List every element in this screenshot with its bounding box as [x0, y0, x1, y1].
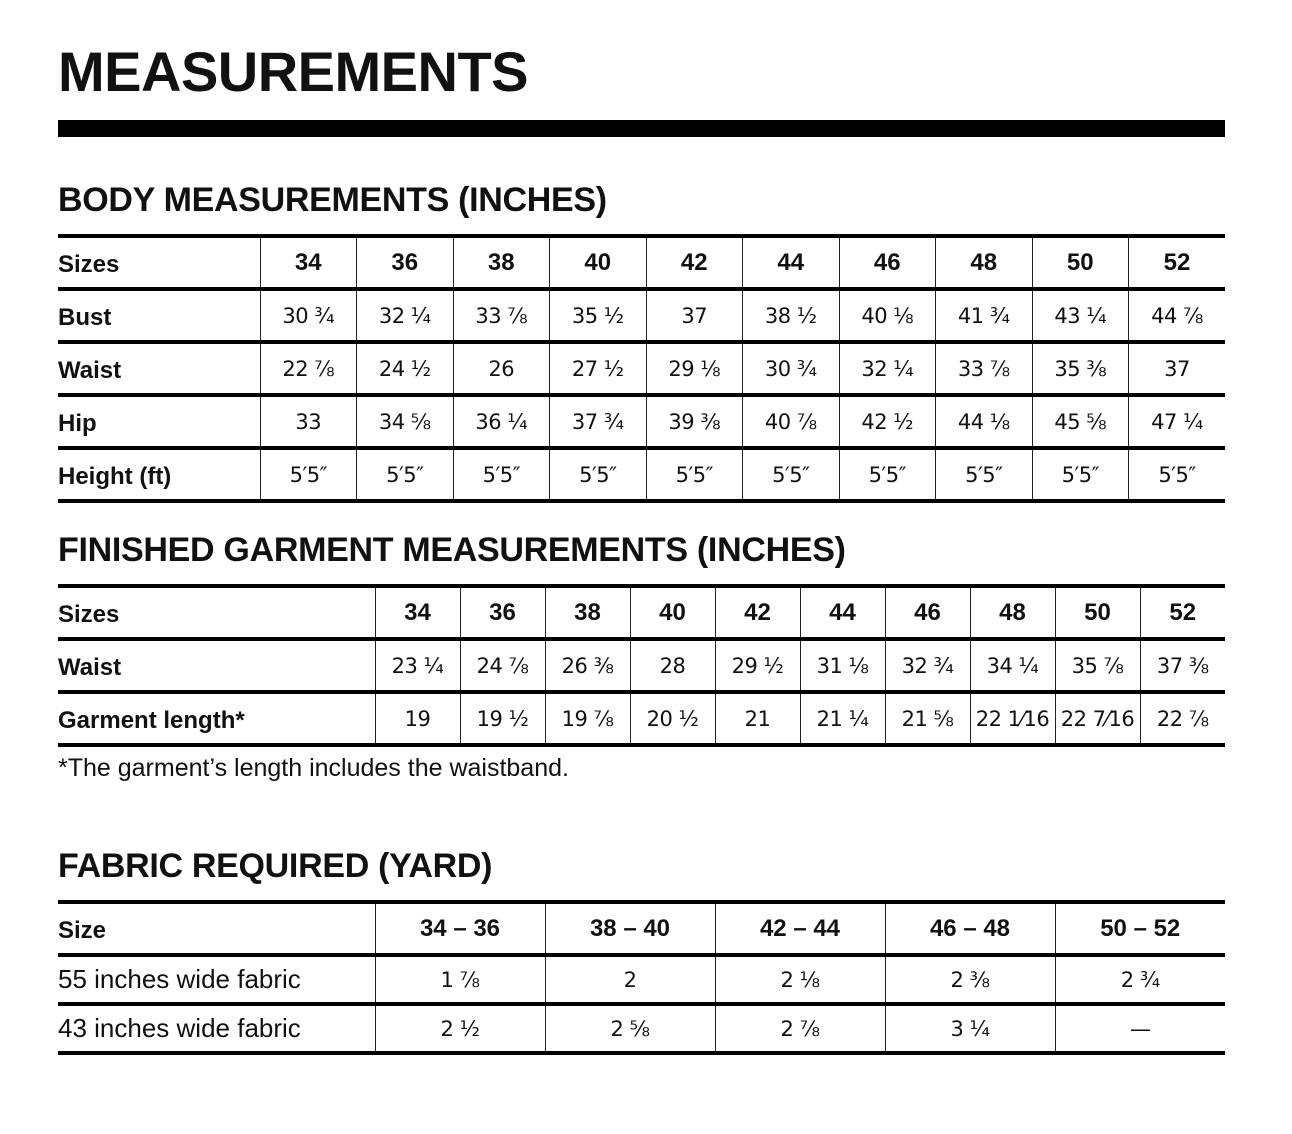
table-cell: 22 7⁄16 — [1055, 692, 1140, 745]
table-cell: 3 ¼ — [885, 1004, 1055, 1053]
table-cell: 31 ⅛ — [800, 639, 885, 692]
table-cell: 2 ⅝ — [545, 1004, 715, 1053]
size-header: 38 – 40 — [545, 902, 715, 955]
table-cell: 42 ½ — [839, 395, 936, 448]
table-cell: 47 ¼ — [1129, 395, 1226, 448]
table-cell: 24 ½ — [357, 342, 454, 395]
table-cell: 32 ¼ — [839, 342, 936, 395]
size-header: 48 — [936, 236, 1033, 289]
header-label: Size — [58, 902, 375, 955]
size-header: 38 — [545, 586, 630, 639]
table-cell: 5′5″ — [260, 448, 357, 501]
table-cell: 5′5″ — [1129, 448, 1226, 501]
table-cell: 22 ⅞ — [1140, 692, 1225, 745]
table-cell: 29 ½ — [715, 639, 800, 692]
size-header: 46 – 48 — [885, 902, 1055, 955]
table-row — [58, 448, 1225, 501]
size-header: 34 — [375, 586, 460, 639]
size-header: 46 — [885, 586, 970, 639]
table-cell: 35 ⅜ — [1032, 342, 1129, 395]
size-header: 34 — [260, 236, 357, 289]
table-cell: 5′5″ — [550, 448, 647, 501]
table-cell: 5′5″ — [1032, 448, 1129, 501]
table-cell: 43 ¼ — [1032, 289, 1129, 342]
table-cell: 37 — [1129, 342, 1226, 395]
table-cell: 29 ⅛ — [646, 342, 743, 395]
body-measurements-title: BODY MEASUREMENTS (INCHES) — [58, 181, 607, 219]
body-measurements-table — [58, 234, 1225, 503]
table-row — [58, 692, 1225, 745]
table-cell: 40 ⅛ — [839, 289, 936, 342]
size-header: 40 — [550, 236, 647, 289]
table-cell: 32 ¼ — [357, 289, 454, 342]
row-label: Hip — [58, 395, 260, 448]
table-header-row — [58, 236, 1225, 289]
size-header: 42 — [715, 586, 800, 639]
size-header: 50 — [1032, 236, 1129, 289]
garment-measurements-title: FINISHED GARMENT MEASUREMENTS (INCHES) — [58, 531, 846, 569]
table-cell: 19 — [375, 692, 460, 745]
table-cell: 26 — [453, 342, 550, 395]
row-label: 55 inches wide fabric — [58, 955, 375, 1004]
table-row — [58, 1004, 1225, 1053]
row-label: Bust — [58, 289, 260, 342]
table-cell: 21 ¼ — [800, 692, 885, 745]
row-label: Height (ft) — [58, 448, 260, 501]
table-cell: 2 ⅛ — [715, 955, 885, 1004]
fabric-required-title: FABRIC REQUIRED (YARD) — [58, 847, 493, 885]
table-cell: 26 ⅜ — [545, 639, 630, 692]
table-cell: 36 ¼ — [453, 395, 550, 448]
row-label: Waist — [58, 342, 260, 395]
table-cell: 5′5″ — [357, 448, 454, 501]
table-cell: 5′5″ — [839, 448, 936, 501]
row-label: Garment length* — [58, 692, 375, 745]
table-cell: 38 ½ — [743, 289, 840, 342]
header-label: Sizes — [58, 586, 375, 639]
table-cell: 44 ⅞ — [1129, 289, 1226, 342]
table-row — [58, 395, 1225, 448]
table-cell: 30 ¾ — [743, 342, 840, 395]
table-cell: 37 — [646, 289, 743, 342]
table-cell: 23 ¼ — [375, 639, 460, 692]
size-header: 40 — [630, 586, 715, 639]
size-header: 52 — [1140, 586, 1225, 639]
table-cell: 22 1⁄16 — [970, 692, 1055, 745]
table-cell: 30 ¾ — [260, 289, 357, 342]
table-cell: 27 ½ — [550, 342, 647, 395]
fabric-required-table — [58, 900, 1225, 1055]
table-cell: 35 ½ — [550, 289, 647, 342]
table-row — [58, 639, 1225, 692]
size-header: 44 — [800, 586, 885, 639]
table-cell: 5′5″ — [453, 448, 550, 501]
table-cell: 2 ⅞ — [715, 1004, 885, 1053]
size-header: 44 — [743, 236, 840, 289]
size-header: 48 — [970, 586, 1055, 639]
size-header: 36 — [357, 236, 454, 289]
table-cell: 2 ½ — [375, 1004, 545, 1053]
table-cell: 28 — [630, 639, 715, 692]
table-cell: 20 ½ — [630, 692, 715, 745]
table-header-row — [58, 586, 1225, 639]
table-row — [58, 955, 1225, 1004]
table-cell: — — [1055, 1004, 1225, 1053]
table-cell: 34 ¼ — [970, 639, 1055, 692]
row-label: 43 inches wide fabric — [58, 1004, 375, 1053]
table-cell: 33 — [260, 395, 357, 448]
size-header: 38 — [453, 236, 550, 289]
table-cell: 33 ⅞ — [936, 342, 1033, 395]
table-cell: 2 ⅜ — [885, 955, 1055, 1004]
table-cell: 41 ¾ — [936, 289, 1033, 342]
size-header: 46 — [839, 236, 936, 289]
size-header: 34 – 36 — [375, 902, 545, 955]
table-header-row — [58, 902, 1225, 955]
table-cell: 5′5″ — [936, 448, 1033, 501]
table-cell: 35 ⅞ — [1055, 639, 1140, 692]
header-label: Sizes — [58, 236, 260, 289]
table-cell: 22 ⅞ — [260, 342, 357, 395]
table-cell: 37 ⅜ — [1140, 639, 1225, 692]
table-cell: 19 ⅞ — [545, 692, 630, 745]
table-row — [58, 289, 1225, 342]
table-cell: 2 — [545, 955, 715, 1004]
table-cell: 32 ¾ — [885, 639, 970, 692]
size-header: 42 – 44 — [715, 902, 885, 955]
size-header: 50 — [1055, 586, 1140, 639]
size-header: 36 — [460, 586, 545, 639]
table-cell: 39 ⅜ — [646, 395, 743, 448]
page-title: MEASUREMENTS — [58, 40, 529, 103]
table-cell: 24 ⅞ — [460, 639, 545, 692]
table-cell: 19 ½ — [460, 692, 545, 745]
garment-footnote: *The garment’s length includes the waistband. — [58, 754, 569, 782]
size-header: 42 — [646, 236, 743, 289]
table-cell: 34 ⅝ — [357, 395, 454, 448]
table-cell: 5′5″ — [646, 448, 743, 501]
size-header: 52 — [1129, 236, 1226, 289]
table-cell: 21 — [715, 692, 800, 745]
table-cell: 37 ¾ — [550, 395, 647, 448]
table-cell: 5′5″ — [743, 448, 840, 501]
garment-measurements-table — [58, 584, 1225, 747]
table-cell: 1 ⅞ — [375, 955, 545, 1004]
table-cell: 44 ⅛ — [936, 395, 1033, 448]
table-cell: 21 ⅝ — [885, 692, 970, 745]
table-cell: 2 ¾ — [1055, 955, 1225, 1004]
title-rule — [58, 120, 1225, 137]
table-cell: 45 ⅝ — [1032, 395, 1129, 448]
row-label: Waist — [58, 639, 375, 692]
table-row — [58, 342, 1225, 395]
size-header: 50 – 52 — [1055, 902, 1225, 955]
table-cell: 40 ⅞ — [743, 395, 840, 448]
table-cell: 33 ⅞ — [453, 289, 550, 342]
